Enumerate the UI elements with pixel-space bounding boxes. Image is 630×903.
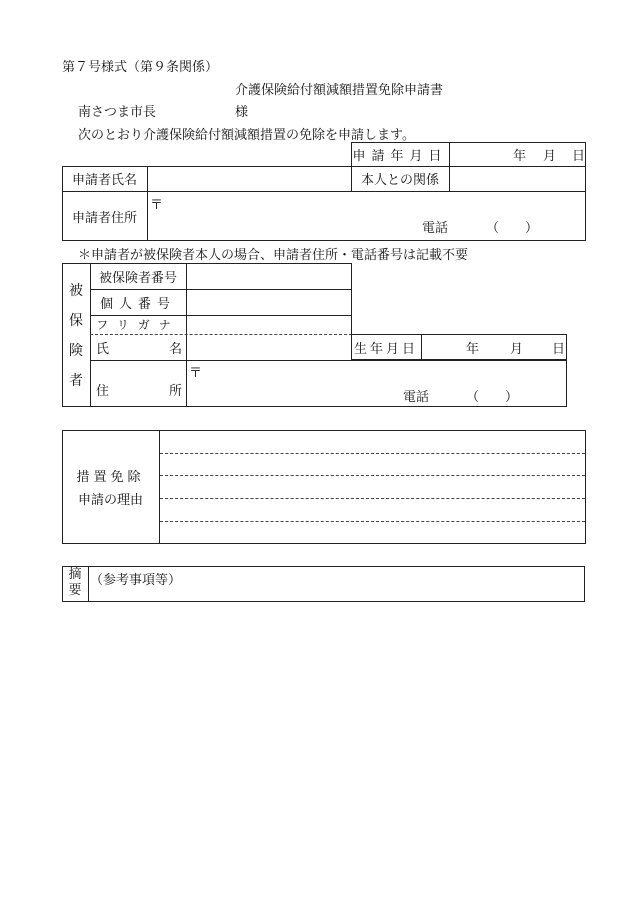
- insured-address-label: [96, 360, 182, 407]
- form-title: 介護保険給付額減額措置免除申請書: [235, 83, 444, 98]
- applicant-note: ＊申請者が被保険者本人の場合、申請者住所・電話番号は記載不要: [78, 248, 469, 263]
- intro-text: 次のとおり介護保険給付額減額措置の免除を申請します。: [78, 128, 415, 143]
- application-date-label: 申請年月日: [352, 149, 448, 164]
- remarks-label: [62, 567, 88, 599]
- applicant-phone-field[interactable]: （ ）: [486, 221, 539, 236]
- insured-group-label: [62, 263, 90, 407]
- relation-label: 本人との関係: [360, 173, 439, 188]
- insured-address-label-1: 住: [96, 384, 110, 399]
- insured-phone-label: 電話: [403, 390, 430, 405]
- insured-address-field[interactable]: [200, 361, 566, 385]
- insured-address-label-2: 所: [168, 384, 182, 399]
- birth-date-label: 生年月日: [353, 341, 418, 357]
- birth-day-unit: 日: [552, 341, 566, 357]
- addressee: 南さつま市長: [78, 105, 157, 120]
- applicant-name-label: 申請者氏名: [71, 173, 137, 188]
- insured-number-field[interactable]: [187, 264, 351, 288]
- application-year-unit: 年: [513, 149, 527, 164]
- insured-char-4: 者: [69, 373, 83, 389]
- remarks-field[interactable]: [90, 584, 584, 601]
- furigana-label: フリガナ: [96, 318, 180, 332]
- personal-number-label: 個人番号: [99, 296, 176, 312]
- furigana-field[interactable]: [187, 316, 351, 333]
- insured-name-label-2: 名: [168, 341, 182, 357]
- remarks-text: （参考事項等）: [90, 573, 182, 588]
- remarks-label-1: 摘: [68, 567, 82, 582]
- insured-phone-field[interactable]: （ ）: [466, 390, 519, 405]
- applicant-address-label: 申請者住所: [71, 210, 137, 226]
- applicant-postal-mark: 〒: [150, 198, 164, 213]
- application-month-unit: 月: [543, 149, 557, 164]
- honorific: 様: [235, 105, 249, 120]
- insured-name-label-1: 氏: [96, 341, 110, 357]
- insured-number-label: 被保険者番号: [98, 270, 177, 286]
- insured-postal-mark: 〒: [189, 366, 203, 381]
- insured-name-field[interactable]: [187, 335, 350, 359]
- personal-number-field[interactable]: [187, 290, 351, 314]
- applicant-phone-label: 電話: [422, 221, 449, 236]
- application-date-field[interactable]: [450, 143, 510, 166]
- insured-char-1: 被: [69, 283, 83, 299]
- birth-year-unit: 年: [466, 341, 480, 357]
- birth-month-unit: 月: [510, 341, 524, 357]
- reason-field[interactable]: [161, 431, 584, 543]
- reason-label-line2: 申請の理由: [77, 493, 143, 508]
- birth-date-field[interactable]: [422, 335, 464, 359]
- reason-label-line1: 措置免除: [76, 470, 145, 485]
- form-number: 第７号様式（第９条関係）: [62, 60, 219, 75]
- insured-char-3: 険: [69, 343, 83, 359]
- relation-field[interactable]: [450, 167, 585, 190]
- applicant-address-field[interactable]: [160, 192, 585, 218]
- remarks-label-2: 要: [68, 583, 82, 598]
- insured-name-label: [96, 334, 182, 360]
- applicant-name-field[interactable]: [148, 167, 350, 190]
- insured-char-2: 保: [69, 313, 83, 329]
- application-day-unit: 日: [572, 149, 586, 164]
